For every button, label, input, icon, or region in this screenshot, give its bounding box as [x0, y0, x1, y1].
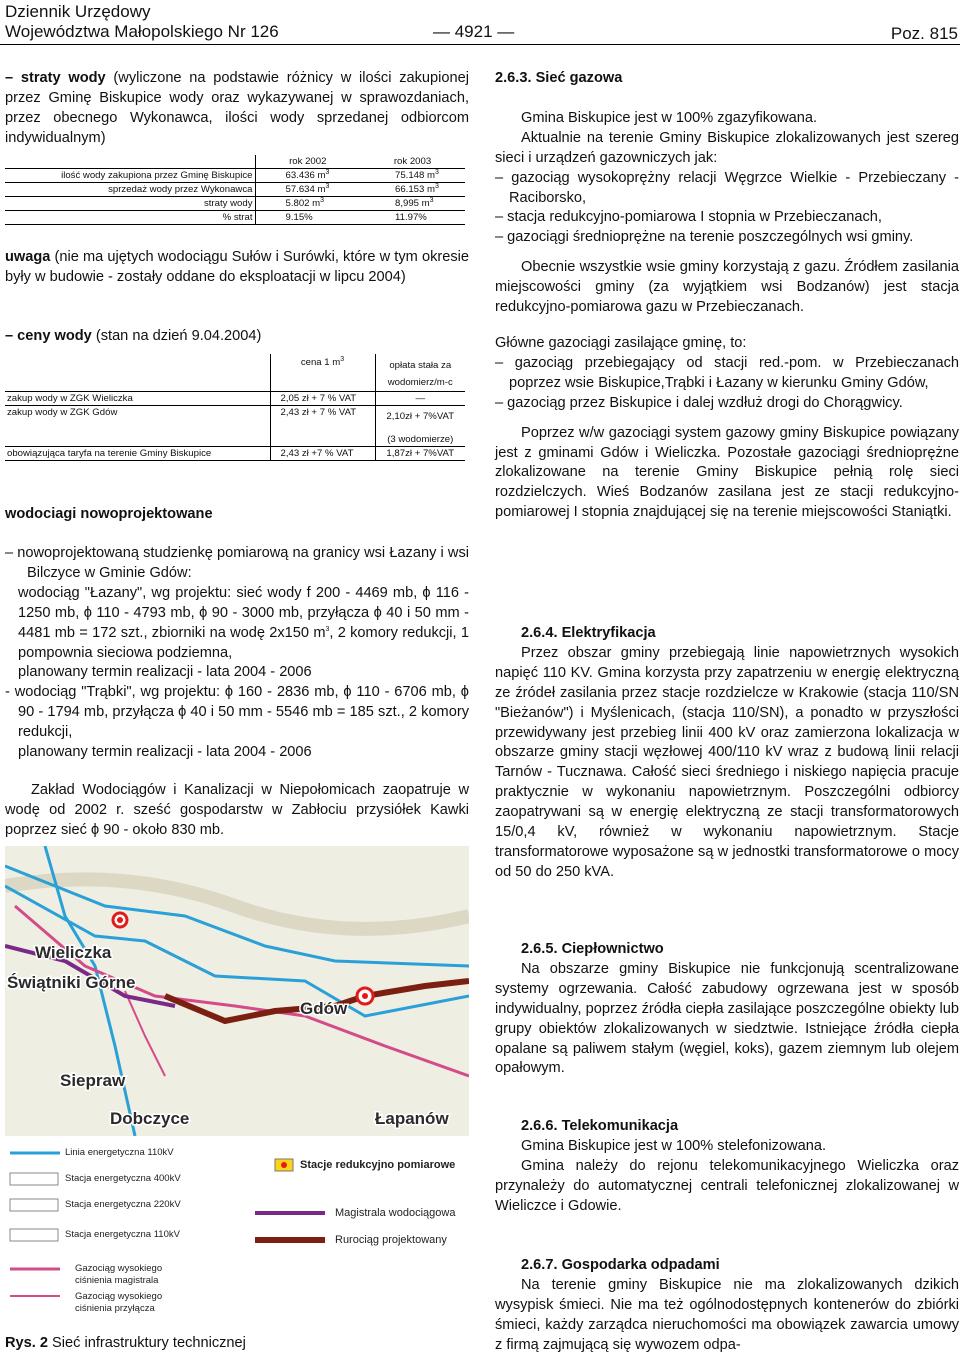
- page-number: — 4921 —: [433, 22, 515, 41]
- position-number: Poz. 815: [890, 24, 958, 43]
- section-waste: [495, 1256, 959, 1356]
- header-rule: [0, 44, 960, 45]
- legend-220kv-symbol: [10, 1199, 58, 1211]
- telecom-p1: Gmina Biskupice jest w 100% stelefonizowana.: [521, 1137, 827, 1154]
- row-loss-label: straty wody: [203, 198, 253, 209]
- note-label: uwaga: [5, 249, 51, 265]
- section-gas: [495, 69, 959, 523]
- journal-title: Dziennik Urzędowy: [5, 2, 151, 21]
- gas-title: 2.6.3. Sieć gazowa: [495, 70, 623, 86]
- new-water-item-3: planowany termin realizacji - lata 2004 - 2006: [18, 664, 312, 681]
- header-2003: rok 2003: [393, 156, 432, 167]
- row-tariff-price: 2,43 zł +7 % VAT: [270, 447, 375, 461]
- town-swiatniki: Świątniki Górne: [7, 973, 136, 992]
- row-gdow-label: zakup wody w ZGK Gdów: [7, 407, 118, 418]
- water-loss-table: [5, 155, 465, 225]
- row-gdow-price: 2,43 zł + 7 % VAT: [270, 406, 375, 434]
- section-electricity: [495, 624, 959, 883]
- infrastructure-map: [5, 846, 469, 1136]
- station-marker-1-core: [117, 917, 123, 923]
- heating-text: Na obszarze gminy Biskupice nie funkcjonują scentralizowane systemy ogrzewania. Całość zabudowy ogrzewana jest w sposób indywidualny, poprzez źródła ciepła zasilające poszczególne obiekty lub grupy obiektów zlokalizowanych w siedztwie. Istniejące źródła ciepła opalane są paliwem stałym (węgiel, koks), gazem ziemnym lub olejem opałowym.: [495, 960, 959, 1077]
- legend-stations: Stacje redukcyjno pomiarowe: [300, 1159, 456, 1171]
- row-purchased-2002: 63.436 $m^3$: [255, 169, 360, 183]
- telecom-title: 2.6.6. Telekomunikacja: [521, 1118, 679, 1134]
- gas-item-1: – gazociąg wysokoprężny relacji Węgrzce Wielkie - Przebieczany - Raciborsko,: [495, 169, 959, 206]
- new-water-list: [5, 544, 469, 763]
- legend-gas-branch: Gazociąg wysokiego ciśnienia przyłącza: [75, 1291, 163, 1314]
- legend-planned: Rurociąg projektowany: [335, 1234, 447, 1246]
- town-lapanow: Łapanów: [375, 1109, 449, 1128]
- new-water-item-1: – nowoprojektowaną studzienkę pomiarową na granicy wsi Łazany i wsi Bilczyce w Gminie Gdów:: [5, 545, 469, 581]
- row-gdow-empty-price: [270, 433, 375, 447]
- row-gdow-empty: [5, 433, 270, 447]
- town-gdow: Gdów: [300, 999, 348, 1018]
- legend-220kv: Stacja energetyczna 220kV: [65, 1199, 181, 1210]
- figure-caption: [5, 1334, 469, 1354]
- row-purchased-label: ilość wody zakupiona przez Gminę Biskupice: [61, 170, 253, 181]
- waste-title: 2.6.7. Gospodarka odpadami: [521, 1257, 720, 1273]
- town-dobczyce: Dobczyce: [110, 1109, 190, 1128]
- row-loss-2002: 5.802 $m^3$: [255, 197, 360, 211]
- row-purchased-2003: 75.148 $m^3$: [395, 168, 439, 181]
- row-wieliczka-label: zakup wody w ZGK Wieliczka: [7, 393, 133, 404]
- gas-p4: Główne gazociągi zasilające gminę, to:: [495, 334, 747, 351]
- header-2002: rok 2002: [255, 155, 360, 169]
- town-siepraw: Siepraw: [60, 1071, 126, 1090]
- new-water-item-4: - wodociąg "Trąbki", wg projektu: ϕ 160 - 2836 mb, ϕ 110 - 6706 mb, ϕ 90 - 1794 mb, przyłącza ϕ 40 i 50 mm - 5546 mb = 185 szt., 2 komory redukcji,: [5, 684, 469, 741]
- gas-p1: Gmina Biskupice jest w 100% zgazyfikowana.: [521, 109, 818, 126]
- row-sold-2003: 66.153 $m^3$: [395, 182, 439, 195]
- row-percent-2002: 9.15%: [255, 211, 360, 225]
- map-canvas: [5, 846, 469, 1136]
- price-header: cena 1 $m^3$: [270, 354, 375, 392]
- zaklad-paragraph: [5, 781, 469, 841]
- water-price-table: [5, 354, 465, 461]
- station-marker-2-core: [362, 993, 368, 999]
- row-gdow-fee: 2,10zł + 7%VAT: [375, 406, 465, 434]
- journal-issue: Województwa Małopolskiego Nr 126: [5, 22, 279, 41]
- legend-400kv-symbol: [10, 1173, 58, 1185]
- row-percent-2003: 11.97%: [395, 212, 427, 223]
- row-loss-2003: 8,995 $m^3$: [395, 196, 434, 209]
- telecom-p2: Gmina należy do rejonu telekomunikacyjnego Wieliczka oraz przynależy do automatycznej centrali telefonicznej zlokalizowanej w Wieliczce i Gdowie.: [495, 1157, 959, 1214]
- legend-110kv-symbol: [10, 1229, 58, 1241]
- electricity-text: Przez obszar gminy przebiegają linie napowietrznych wysokich napięć 110 KV. Gmina korzysta przy zapatrzeniu w energię elektryczną ze źródeł zasilania przez stacje rozdzielcze w Krakowie (stacja 110/SN "Bieżanów") i Myślenicach, (stacja 110/SN), a ponadto w przyszłości przewidywany jest przebieg linii 400 kV oraz zamierzona lokalizacja w obszarze gminy stacji węzłowej 400/110 kV wraz z budową linii relacji Tarnów - Tucznawa. Całość sieci średniego i niskiego napięcia pracuje praktycznie w wykonaniu napowietrznym. Poszczególni odbiorcy zaopatrywani są w energię elektryczną ze stacji transformatorowych 15/0,4 kV, również w wykonaniu napowietrznym. Stacje transformatorowe wyposażone są w jednostki transformatorowe o mocy od 50 do 250 kVA.: [495, 644, 959, 880]
- note-text: (nie ma ujętych wodociągu Sułów i Surówki, które w tym okresie były w budowie - zostały oddane do eksploatacji w lipcu 2004): [5, 249, 469, 285]
- caption-text: Sieć infrastruktury technicznej: [48, 1335, 246, 1351]
- section-heating: [495, 940, 959, 1079]
- gas-item-2: – stacja redukcyjno-pomiarowa I stopnia w Przebieczanach,: [495, 209, 882, 226]
- town-wieliczka: Wieliczka: [35, 943, 112, 962]
- row-sold-2002: 57.634 $m^3$: [255, 183, 360, 197]
- legend-400kv: Stacja energetyczna 400kV: [65, 1173, 181, 1184]
- legend-gas-main: Gazociąg wysokiego ciśnienia magistrala: [75, 1263, 163, 1286]
- row-tariff-fee: 1,87zł + 7%VAT: [375, 447, 465, 461]
- waste-text: Na terenie gminy Biskupice nie ma zlokalizowanych dzikich wysypisk śmieci. Nie ma też ogólnodostępnych kontenerów do zbiórki śmieci, każdy zarządca nieruchomości ma obowiązek zawarcia umowy z firmą zajmującą się wywozem odpa-: [495, 1276, 959, 1353]
- gas-item2-2: – gazociąg przez Biskupice i dalej wzdłuż drogi do Chorągwicy.: [495, 394, 903, 411]
- new-water-title: wodociagi nowoprojektowane: [5, 506, 213, 522]
- prices-date: (stan na dzień 9.04.2004): [91, 328, 262, 344]
- gas-item-3: – gazociągi średnioprężne na terenie poszczególnych wsi gminy.: [495, 229, 914, 246]
- new-water-item-5: planowany termin realizacji - lata 2004 - 2006: [18, 744, 312, 761]
- row-wieliczka-price: 2,05 zł + 7 % VAT: [270, 392, 375, 406]
- left-intro: [5, 69, 469, 149]
- legend-station-core: [281, 1162, 287, 1168]
- legend-110kv: Stacja energetyczna 110kV: [65, 1229, 180, 1240]
- row-percent-label: % strat: [222, 212, 253, 223]
- section-telecom: [495, 1117, 959, 1217]
- prices-heading: [5, 327, 469, 347]
- electricity-title: 2.6.4. Elektryfikacja: [521, 625, 656, 641]
- zaklad-text: Zakład Wodociągów i Kanalizacji w Niepołomicach zaopatruje w wodę od 2002 r. sześć gospodarstw w Zabłociu przysiółek Kawki poprzez sieć ϕ 90 - około 830 mb.: [5, 782, 469, 838]
- new-water-item-2: wodociąg "Łazany", wg projektu: sieć wody f 200 - 4469 mb, ϕ 116 - 1250 mb, ϕ 110 - 4793 mb, ϕ 90 - 3000 mb, przyłącza ϕ 40 i 50 mm - 4481 mb = 172 szt., zbiorniki na wodę 2x150 $m^3$, 2 komory redukcji, 1 pompownia sieciowa podziemna,: [18, 584, 469, 661]
- note-paragraph: [5, 248, 469, 288]
- prices-label: – ceny wody: [5, 328, 92, 344]
- row-sold-label: sprzedaż wody przez Wykonawca: [108, 184, 253, 195]
- gas-p3: Obecnie wszystkie wsie gminy korzystają z gazu. Źródłem zasilania miejscowości gminy (za wyjątkiem wsi Bodzanów) jest stacja redukcyjno-pomiarowa gazu w Przebieczanach.: [495, 259, 959, 316]
- gas-p5: Poprzez w/w gazociągi system gazowy gminy Biskupice powiązany jest z gminami Gdów i Wieliczka. Pozostałe gazociągi średnioprężne zlokalizowane na terenie Gminy Biskupice pełnią rolę sieci rozdzielczych. Wieś Bodzanów zasilana jest ze stacji redukcyjno-pomiarowej I stopnia znajdującej się na terenie miejscowości Staniątki.: [495, 424, 959, 521]
- gas-item2-1: – gazociąg przebiegający od stacji red.-pom. w Przebieczanach poprzez wsie Biskupice,Trąbki i Łazany w kierunku Gminy Gdów,: [495, 354, 959, 391]
- legend-power-line: Linia energetyczna 110kV: [65, 1147, 174, 1158]
- water-loss-label: – straty wody: [5, 70, 106, 86]
- row-gdow-meters: (3 wodomierze): [375, 433, 465, 447]
- map-legend: [5, 1136, 469, 1326]
- legend-water-main: Magistrala wodociągowa: [335, 1207, 456, 1219]
- caption-label: Rys. 2: [5, 1335, 48, 1351]
- row-wieliczka-fee: —: [375, 392, 465, 406]
- heating-title: 2.6.5. Ciepłownictwo: [521, 941, 664, 957]
- water-loss-text: (wyliczone na podstawie różnicy w ilości zakupionej przez Gminę Biskupice wody oraz wykazywanej w sprawozdaniach, przez obecnego Wykonawca, ilości wody sprzedanej odbiorcom indywidualnym): [5, 70, 469, 146]
- gas-p2: Aktualnie na terenie Gminy Biskupice zlokalizowanych jest szereg sieci i urządzeń gazowniczych jak:: [495, 129, 959, 166]
- new-water-heading: [5, 505, 469, 525]
- row-tariff-label: obowiązująca taryfa na terenie Gminy Biskupice: [7, 448, 212, 459]
- fee-header: opłata stała za wodomierz/m-c: [375, 354, 465, 392]
